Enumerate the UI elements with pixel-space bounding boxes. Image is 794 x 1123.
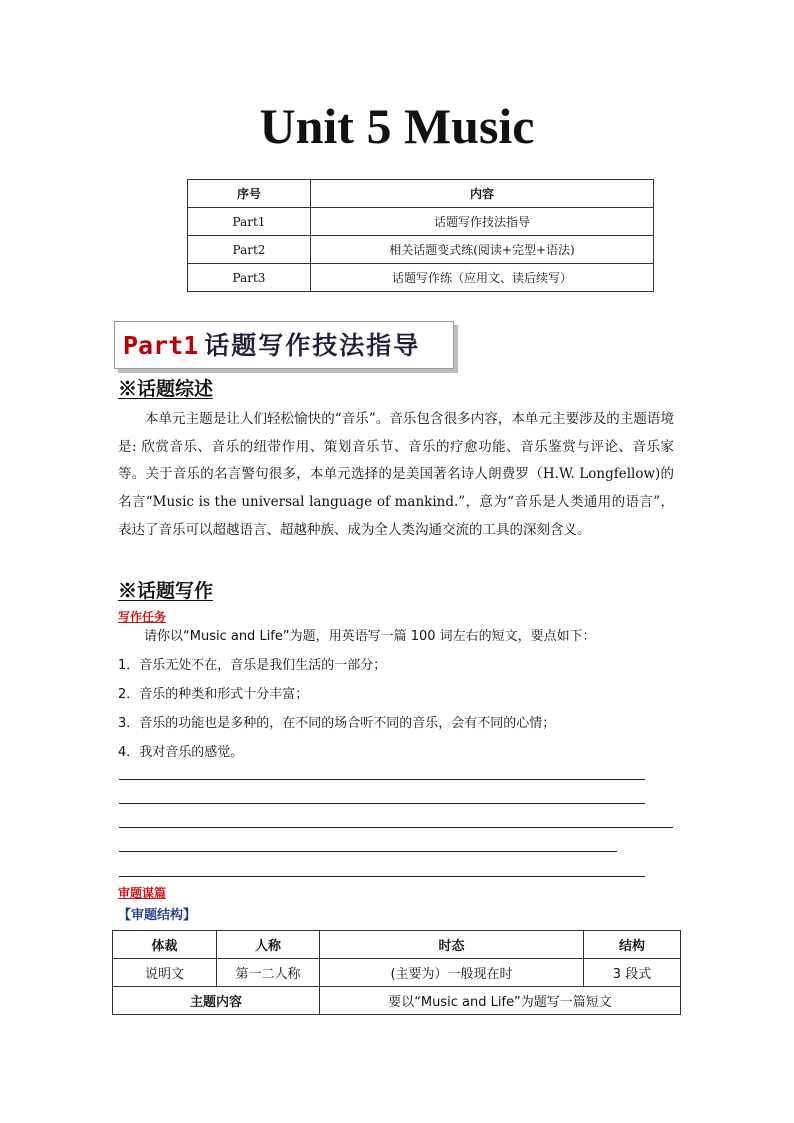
contents-table [187, 179, 654, 292]
header-cell: 结构 [584, 931, 681, 959]
answer-line[interactable] [119, 851, 617, 852]
part-heading-text: 话题写作技法指导 [204, 331, 421, 360]
task-point: 4．我对音乐的感觉。 [118, 745, 244, 760]
answer-line[interactable] [119, 827, 673, 828]
header-cell: 内容 [311, 180, 654, 208]
answer-line[interactable] [119, 876, 645, 877]
table-row [113, 959, 681, 987]
task-point: 3．音乐的功能也是多种的，在不同的场合听不同的音乐，会有不同的心情； [118, 716, 556, 731]
table-cell: 要以“Music and Life”为题写一篇短文 [320, 987, 681, 1015]
structure-table [112, 930, 681, 1015]
table-cell: Part1 [188, 208, 311, 236]
table-row [113, 987, 681, 1015]
header-cell: 序号 [188, 180, 311, 208]
page-title: Unit 5 Music [259, 98, 535, 154]
task-content [118, 622, 678, 767]
table-cell: (主要为）一般现在时 [320, 959, 584, 987]
overview-text: 本单元主题是让人们轻松愉快的“音乐”。音乐包含很多内容，本单元主要涉及的主题语境 是: 欣赏音乐、音乐的纽带作用、策划音乐节、音乐的疗愈功能、音乐鉴赏与评论、音乐家等。关于音乐的名言警句很多，本单元选择的是美国著名诗人朗费罗（H.W. Longfellow)的名言“Music is the universal language of mankind.”，意为“音乐是人类通用的语言”，表达了音乐可以超越语言、超越种族、成为全人类沟通交流的工具的深刻含义。 [118, 411, 674, 538]
table-cell: Part3 [188, 264, 311, 292]
plan-label: 审题谋篇 [118, 886, 167, 900]
task-point: 1．音乐无处不在，音乐是我们生活的一部分； [118, 658, 387, 673]
table-row [188, 236, 654, 264]
header-cell: 时态 [320, 931, 584, 959]
table-cell: Part2 [188, 236, 311, 264]
task-intro: 请你以“Music and Life”为题，用英语写一篇 100 词左右的短文，要点如下： [144, 629, 596, 644]
table-cell: 话题写作练（应用文、读后续写） [311, 264, 654, 292]
table-row [188, 208, 654, 236]
table-row [188, 264, 654, 292]
table-header-row [188, 180, 654, 208]
section-heading-overview: ※话题综述 [118, 378, 214, 400]
table-cell: 3 段式 [584, 959, 681, 987]
section-heading-writing: ※话题写作 [118, 580, 214, 602]
table-cell: 说明文 [113, 959, 217, 987]
table-cell: 话题写作技法指导 [311, 208, 654, 236]
overview-paragraph [118, 406, 674, 545]
part-heading-label: Part1 [123, 331, 199, 360]
header-cell: 体裁 [113, 931, 217, 959]
answer-line[interactable] [119, 803, 645, 804]
task-point: 2．音乐的种类和形式十分丰富； [118, 687, 309, 702]
structure-label: 【审题结构】 [118, 908, 197, 923]
header-cell: 人称 [217, 931, 320, 959]
table-cell: 主题内容 [113, 987, 320, 1015]
answer-line[interactable] [119, 779, 645, 780]
part-heading-box [114, 321, 454, 369]
table-header-row [113, 931, 681, 959]
table-cell: 相关话题变式练(阅读+完型+语法) [311, 236, 654, 264]
task-label: 写作任务 [118, 610, 167, 624]
table-cell: 第一二人称 [217, 959, 320, 987]
